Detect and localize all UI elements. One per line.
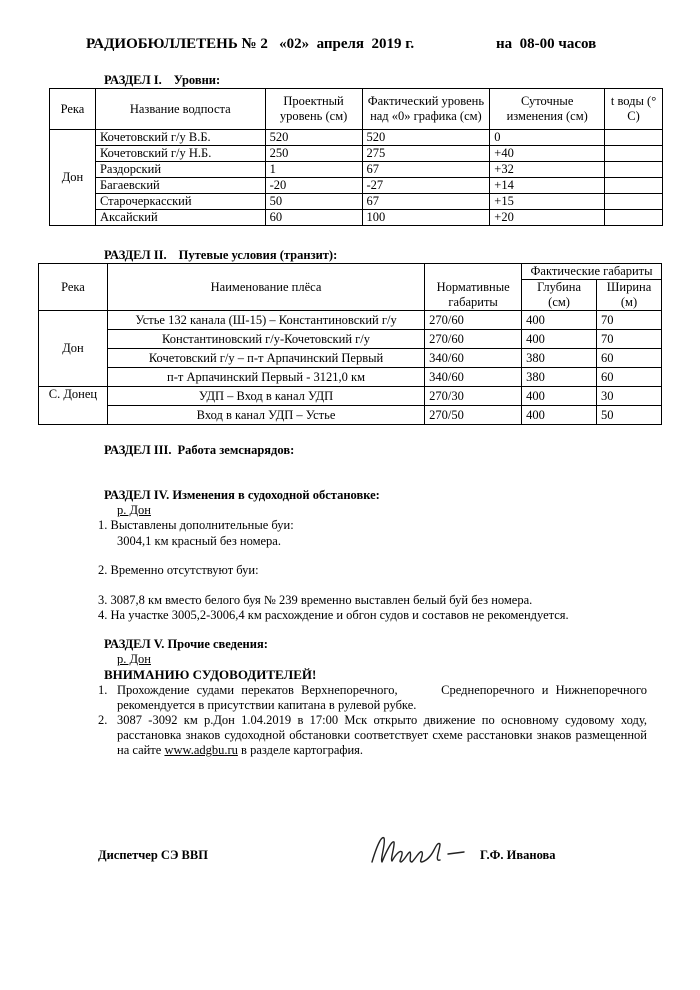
- section1-heading: [104, 73, 220, 88]
- depth-cell: 380: [522, 368, 597, 387]
- section4-heading: РАЗДЕЛ IV. Изменения в судоходной обстановке:: [104, 488, 380, 502]
- section1-subtitle: Уровни:: [173, 73, 221, 87]
- section5-item2-text: 3087 -3092 км р.Дон 1.04.2019 в 17:00 Мск открыто движение по основному судовому ходу, расстановка знаков судоходной обстановки соответствует схеме расстановки знаков размещенной на сайте: [117, 713, 647, 757]
- project-cell: 1: [265, 162, 362, 178]
- section5-item2: [117, 713, 647, 758]
- col-route-reach: Наименование плёса: [107, 264, 424, 311]
- col-actual: Фактический уровень над «0» графика (см): [362, 89, 490, 130]
- depth-cell: 400: [522, 330, 597, 349]
- river-cell: С. Донец: [39, 387, 108, 425]
- section4-item1-detail: 3004,1 км красный без номера.: [117, 534, 281, 548]
- width-cell: 60: [597, 368, 662, 387]
- section5-attention: ВНИМАНИЮ СУДОВОДИТЕЛЕЙ!: [104, 667, 317, 682]
- section1-title: РАЗДЕЛ I.: [104, 73, 162, 87]
- norm-cell: 340/60: [425, 368, 522, 387]
- col-route-river: Река: [39, 264, 108, 311]
- temp-cell: [605, 162, 663, 178]
- section4-item1-title: 1. Выставлены дополнительные буи:: [98, 518, 294, 532]
- change-cell: +20: [490, 210, 605, 226]
- col-post: Название водпоста: [95, 89, 265, 130]
- signature: [368, 832, 472, 868]
- temp-cell: [605, 210, 663, 226]
- section5-item2-num: 2.: [98, 713, 108, 727]
- temp-cell: [605, 146, 663, 162]
- change-cell: 0: [490, 130, 605, 146]
- river-cell: Дон: [39, 311, 108, 387]
- norm-cell: 270/30: [425, 387, 522, 406]
- table-row: [50, 162, 663, 178]
- col-project: Проектный уровень (см): [265, 89, 362, 130]
- actual-cell: 67: [362, 194, 490, 210]
- section4-item3: 3. 3087,8 км вместо белого буя № 239 временно выставлен белый буй без номера.: [98, 593, 533, 607]
- project-cell: -20: [265, 178, 362, 194]
- actual-cell: -27: [362, 178, 490, 194]
- project-cell: 250: [265, 146, 362, 162]
- col-route-fact: Фактические габариты: [522, 264, 662, 280]
- levels-header-row: [50, 89, 663, 130]
- table-row: [50, 194, 663, 210]
- section4-item2: 2. Временно отсутствуют буи:: [98, 563, 259, 577]
- section2-heading: [104, 248, 337, 263]
- table-row: [39, 368, 662, 387]
- section2-title: РАЗДЕЛ II.: [104, 248, 167, 262]
- river-cell: Дон: [50, 130, 96, 226]
- section5-item2-tail: в разделе картография.: [237, 743, 364, 757]
- temp-cell: [605, 194, 663, 210]
- depth-cell: 400: [522, 387, 597, 406]
- table-row: [50, 210, 663, 226]
- table-row: [50, 130, 663, 146]
- bulletin-title: [86, 36, 646, 53]
- section3-title: РАЗДЕЛ III.: [104, 443, 172, 457]
- change-cell: +14: [490, 178, 605, 194]
- dispatcher-name: Г.Ф. Иванова: [480, 848, 556, 862]
- norm-cell: 270/60: [425, 311, 522, 330]
- reach-cell: Устье 132 канала (Ш-15) – Константиновский г/у: [107, 311, 424, 330]
- change-cell: +15: [490, 194, 605, 210]
- section5-heading: РАЗДЕЛ V. Прочие сведения:: [104, 637, 268, 651]
- section5-item1: Прохождение судами перекатов Верхнепоречного, Среднепоречного и Нижнепоречного рекомендуется в присутствии капитана в рулевой рубке.: [117, 683, 651, 712]
- levels-table: [49, 88, 663, 226]
- reach-cell: п-т Арпачинский Первый - 3121,0 км: [107, 368, 424, 387]
- section3-heading: [104, 443, 294, 458]
- table-row: [39, 406, 662, 425]
- section5-river: р. Дон: [117, 652, 151, 666]
- reach-cell: Вход в канал УДП – Устье: [107, 406, 424, 425]
- table-row: [39, 330, 662, 349]
- section5-item1-num: 1.: [98, 683, 108, 697]
- width-cell: 60: [597, 349, 662, 368]
- width-cell: 70: [597, 311, 662, 330]
- actual-cell: 275: [362, 146, 490, 162]
- change-cell: +40: [490, 146, 605, 162]
- col-route-depth: Глубина (см): [522, 280, 597, 311]
- project-cell: 50: [265, 194, 362, 210]
- depth-cell: 380: [522, 349, 597, 368]
- post-cell: Старочеркасский: [95, 194, 265, 210]
- norm-cell: 270/50: [425, 406, 522, 425]
- section4-river: р. Дон: [117, 503, 151, 517]
- bulletin-time: на 08-00 часов: [496, 36, 597, 52]
- width-cell: 50: [597, 406, 662, 425]
- project-cell: 60: [265, 210, 362, 226]
- route-header-row-1: [39, 264, 662, 280]
- table-row: [39, 387, 662, 406]
- width-cell: 30: [597, 387, 662, 406]
- dispatcher-position: Диспетчер СЭ ВВП: [98, 848, 208, 862]
- route-table: [38, 263, 662, 425]
- reach-cell: УДП – Вход в канал УДП: [107, 387, 424, 406]
- col-temp: t воды (° С): [605, 89, 663, 130]
- actual-cell: 100: [362, 210, 490, 226]
- actual-cell: 67: [362, 162, 490, 178]
- col-route-width: Ширина (м): [597, 280, 662, 311]
- post-cell: Аксайский: [95, 210, 265, 226]
- col-river: Река: [50, 89, 96, 130]
- actual-cell: 520: [362, 130, 490, 146]
- project-cell: 520: [265, 130, 362, 146]
- norm-cell: 270/60: [425, 330, 522, 349]
- section2-subtitle: Путевые условия (транзит):: [178, 248, 338, 262]
- post-cell: Кочетовский г/у Н.Б.: [95, 146, 265, 162]
- change-cell: +32: [490, 162, 605, 178]
- col-route-norm: Нормативные габариты: [425, 264, 522, 311]
- reach-cell: Кочетовский г/у – п-т Арпачинский Первый: [107, 349, 424, 368]
- depth-cell: 400: [522, 406, 597, 425]
- site-link[interactable]: www.adgbu.ru: [164, 743, 238, 757]
- post-cell: Кочетовский г/у В.Б.: [95, 130, 265, 146]
- norm-cell: 340/60: [425, 349, 522, 368]
- col-change: Суточные изменения (см): [490, 89, 605, 130]
- section3-subtitle: Работа земснарядов:: [177, 443, 295, 457]
- table-row: [39, 311, 662, 330]
- post-cell: Раздорский: [95, 162, 265, 178]
- section4-item4: 4. На участке 3005,2-3006,4 км расхождение и обгон судов и составов не рекомендуется.: [98, 608, 569, 622]
- bulletin-title-text: РАДИОБЮЛЛЕТЕНЬ № 2 «02» апреля 2019 г.: [86, 36, 415, 52]
- depth-cell: 400: [522, 311, 597, 330]
- table-row: [50, 178, 663, 194]
- temp-cell: [605, 178, 663, 194]
- width-cell: 70: [597, 330, 662, 349]
- post-cell: Багаевский: [95, 178, 265, 194]
- reach-cell: Константиновский г/у-Кочетовский г/у: [107, 330, 424, 349]
- temp-cell: [605, 130, 663, 146]
- table-row: [50, 146, 663, 162]
- table-row: [39, 349, 662, 368]
